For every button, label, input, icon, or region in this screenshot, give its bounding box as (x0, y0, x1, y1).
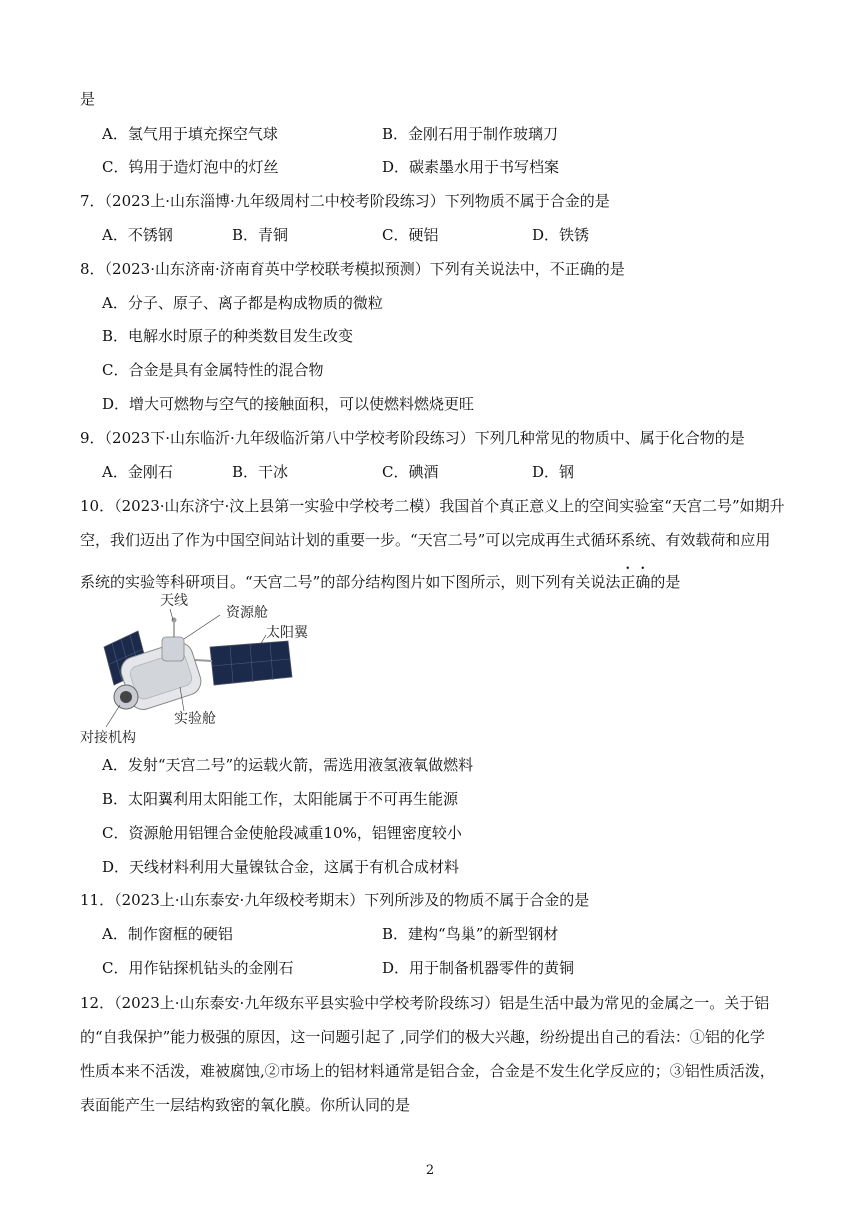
q6-option-d: D．碳素墨水用于书写档案 (382, 158, 560, 176)
q10-option-a: A．发射“天宫二号”的运载火箭，需选用液氢液氧做燃料 (102, 756, 474, 774)
q8-option-a: A．分子、原子、离子都是构成物质的微粒 (102, 294, 383, 312)
q11-stem: 11．（2023上·山东泰安·九年级校考期末）下列所涉及的物质不属于合金的是 (80, 891, 590, 909)
label-experiment-module: 实验舱 (174, 711, 216, 727)
spacecraft-body (114, 618, 205, 714)
label-resource-module: 资源舱 (226, 605, 268, 621)
q8-option-b: B．电解水时原子的种类数目发生改变 (102, 327, 354, 345)
q10-option-d: D．天线材料利用大量镍钛合金，这属于有机合成材料 (102, 858, 460, 876)
right-solar-wing (210, 641, 292, 685)
page-number: 2 (425, 1163, 435, 1178)
q11-option-c: C．用作钻探机钻头的金刚石 (102, 959, 294, 977)
q10-option-b: B．太阳翼利用太阳能工作，太阳能属于不可再生能源 (102, 790, 459, 808)
q11-option-b: B．建构“鸟巢”的新型钢材 (382, 925, 559, 943)
q8-option-c: C．合金是具有金属特性的混合物 (102, 361, 324, 379)
q7-option-d: D．铁锈 (532, 226, 590, 244)
q6-option-a: A．氢气用于填充探空气球 (102, 125, 278, 143)
q12-stem-line2: 的“自我保护”能力极强的原因，这一问题引起了 ,同学们的极大兴趣，纷纷提出自己的看法：①铝的化学 (80, 1028, 765, 1046)
q7-option-b: B．青铜 (232, 226, 289, 244)
tiangong2-structure-figure (80, 587, 320, 747)
q8-stem: 8．（2023·山东济南·济南育英中学校联考模拟预测）下列有关说法中，不正确的是 (80, 260, 625, 278)
q9-option-d: D．钢 (532, 463, 575, 481)
q10-stem-line1: 10．（2023·山东济宁·汶上县第一实验中学校考二模）我国首个真正意义上的空间实验室“天宫二号”如期升 (80, 497, 785, 515)
q7-option-a: A．不锈钢 (102, 226, 173, 244)
q12-stem-line3: 性质本来不活泼，难被腐蚀,②市场上的铝材料通常是铝合金，合金是不发生化学反应的；③铝性质活泼， (80, 1062, 775, 1080)
q9-option-b: B．干冰 (232, 463, 289, 481)
label-antenna: 天线 (160, 593, 188, 609)
q6-stem-tail: 是 (80, 90, 96, 108)
label-docking-mechanism: 对接机构 (80, 730, 136, 746)
q6-option-c: C．钨用于造灯泡中的灯丝 (102, 158, 279, 176)
q9-option-c: C．碘酒 (382, 463, 439, 481)
q12-stem-line1: 12．（2023上·山东泰安·九年级东平县实验中学校考阶段练习）铝是生活中最为常见的金属之一。关于铝 (80, 994, 770, 1012)
q10-stem-line2: 空，我们迈出了作为中国空间站计划的重要一步。“天宫二号”可以完成再生式循环系统、有效载荷和应用 (80, 531, 771, 549)
label-solar-wing: 太阳翼 (266, 625, 308, 641)
q10-option-c: C．资源舱用铝锂合金使舱段减重10%，铝锂密度较小 (102, 824, 462, 842)
q8-option-d: D．增大可燃物与空气的接触面积，可以使燃料燃烧更旺 (102, 395, 475, 413)
q10-stem-line3-pre: 系统的实验等科研项目。“天宫二号”的部分结构图片如下图所示，则下列有关说法 (80, 573, 621, 591)
q11-option-d: D．用于制备机器零件的黄铜 (382, 959, 575, 977)
q10-emphasis-correct: 正确 (620, 573, 651, 591)
q10-stem-line3-post: 的是 (650, 573, 681, 591)
q9-option-a: A．金刚石 (102, 463, 173, 481)
q9-stem: 9．（2023下·山东临沂·九年级临沂第八中学校考阶段练习）下列几种常见的物质中、属于化合物的是 (80, 429, 745, 447)
q7-stem: 7．（2023上·山东淄博·九年级周村二中校考阶段练习）下列物质不属于合金的是 (80, 192, 610, 210)
q11-option-a: A．制作窗框的硬铝 (102, 925, 233, 943)
q6-option-b: B．金刚石用于制作玻璃刀 (382, 125, 559, 143)
q7-option-c: C．硬铝 (382, 226, 439, 244)
q12-stem-line4: 表面能产生一层结构致密的氧化膜。你所认同的是 (80, 1096, 411, 1114)
